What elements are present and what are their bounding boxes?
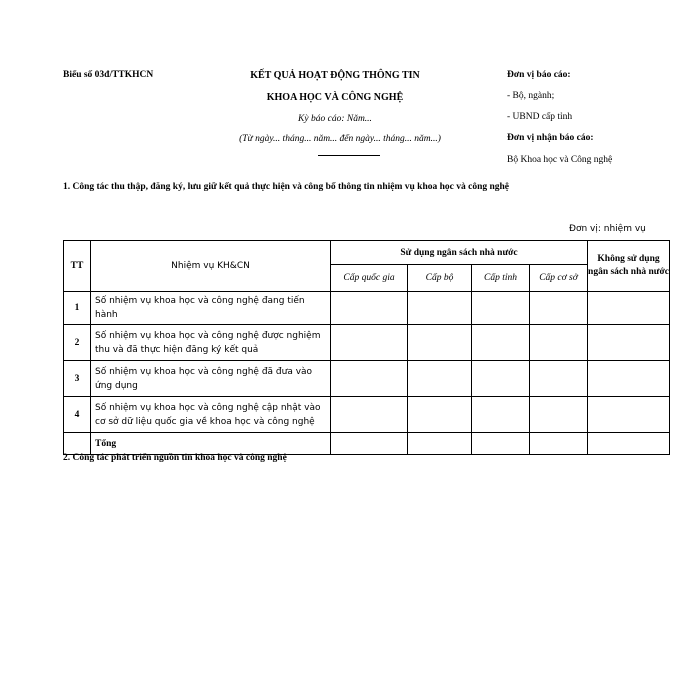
section-1-title: 1. Công tác thu thập, đăng ký, lưu giữ kết quả thực hiện và công bố thông tin nhiệm vụ khoa học và công nghệ: [63, 182, 510, 192]
cell-ministry[interactable]: [408, 397, 472, 433]
reporting-unit-province: - UBND cấp tỉnh: [507, 112, 573, 122]
cell-base[interactable]: [530, 325, 588, 361]
row-task-label: Số nhiệm vụ khoa học và công nghệ cập nhật vào cơ sở dữ liệu quốc gia về khoa học và công nghệ: [91, 397, 331, 433]
cell-non-state[interactable]: [588, 325, 670, 361]
table-row: [64, 292, 670, 325]
section-2-title: 2. Công tác phát triển nguồn tin khoa học và công nghệ: [63, 453, 287, 463]
cell-national[interactable]: [331, 361, 408, 397]
cell-province[interactable]: [472, 292, 530, 325]
row-task-label: Số nhiệm vụ khoa học và công nghệ được nghiệm thu và đã thực hiện đăng ký kết quả: [91, 325, 331, 361]
cell-province[interactable]: [472, 361, 530, 397]
col-header-base: Cấp cơ sở: [530, 265, 588, 292]
row-task-label: Số nhiệm vụ khoa học và công nghệ đã đưa vào ứng dụng: [91, 361, 331, 397]
reporting-unit-label: Đơn vị báo cáo:: [507, 70, 571, 80]
cell-base[interactable]: [530, 397, 588, 433]
col-header-state-budget: Sử dụng ngân sách nhà nước: [331, 241, 588, 265]
form-code: Biểu số 03đ/TTKHCN: [63, 70, 154, 80]
table-row: [64, 361, 670, 397]
receiving-unit-label: Đơn vị nhận báo cáo:: [507, 133, 594, 143]
cell-non-state[interactable]: [588, 433, 670, 455]
cell-non-state[interactable]: [588, 397, 670, 433]
row-task-label: Số nhiệm vụ khoa học và công nghệ đang tiến hành: [91, 292, 331, 325]
reporting-unit-ministry: - Bộ, ngành;: [507, 91, 555, 101]
unit-note: Đơn vị: nhiệm vụ: [569, 224, 646, 234]
receiving-unit: Bộ Khoa học và Công nghệ: [507, 155, 613, 165]
cell-national[interactable]: [331, 397, 408, 433]
total-row-number: [64, 433, 91, 455]
title-underline: [318, 155, 380, 156]
col-header-tt: TT: [64, 241, 91, 292]
table-row: [64, 325, 670, 361]
row-number: 3: [64, 361, 91, 397]
cell-non-state[interactable]: [588, 361, 670, 397]
cell-province[interactable]: [472, 397, 530, 433]
col-header-ministry: Cấp bộ: [408, 265, 472, 292]
table-row: [64, 397, 670, 433]
report-period: Kỳ báo cáo: Năm...: [298, 114, 372, 124]
cell-ministry[interactable]: [408, 433, 472, 455]
row-number: 4: [64, 397, 91, 433]
col-header-task: Nhiệm vụ KH&CN: [91, 241, 331, 292]
col-header-national: Cấp quốc gia: [331, 265, 408, 292]
report-title-line1: KẾT QUẢ HOẠT ĐỘNG THÔNG TIN: [250, 70, 420, 81]
total-label: Tổng: [91, 433, 331, 455]
cell-ministry[interactable]: [408, 292, 472, 325]
cell-ministry[interactable]: [408, 325, 472, 361]
report-title-line2: KHOA HỌC VÀ CÔNG NGHỆ: [266, 92, 404, 103]
cell-national[interactable]: [331, 325, 408, 361]
col-header-province: Cấp tỉnh: [472, 265, 530, 292]
table-row-total: [64, 433, 670, 455]
results-table: [63, 240, 670, 455]
cell-non-state[interactable]: [588, 292, 670, 325]
cell-ministry[interactable]: [408, 361, 472, 397]
cell-province[interactable]: [472, 433, 530, 455]
row-number: 2: [64, 325, 91, 361]
cell-province[interactable]: [472, 325, 530, 361]
col-header-non-state-budget: Không sử dụng ngân sách nhà nước: [588, 241, 670, 292]
cell-base[interactable]: [530, 361, 588, 397]
cell-base[interactable]: [530, 433, 588, 455]
cell-base[interactable]: [530, 292, 588, 325]
report-date-range: (Từ ngày... tháng... năm... đến ngày... tháng... năm...): [239, 134, 441, 144]
cell-national[interactable]: [331, 292, 408, 325]
row-number: 1: [64, 292, 91, 325]
cell-national[interactable]: [331, 433, 408, 455]
